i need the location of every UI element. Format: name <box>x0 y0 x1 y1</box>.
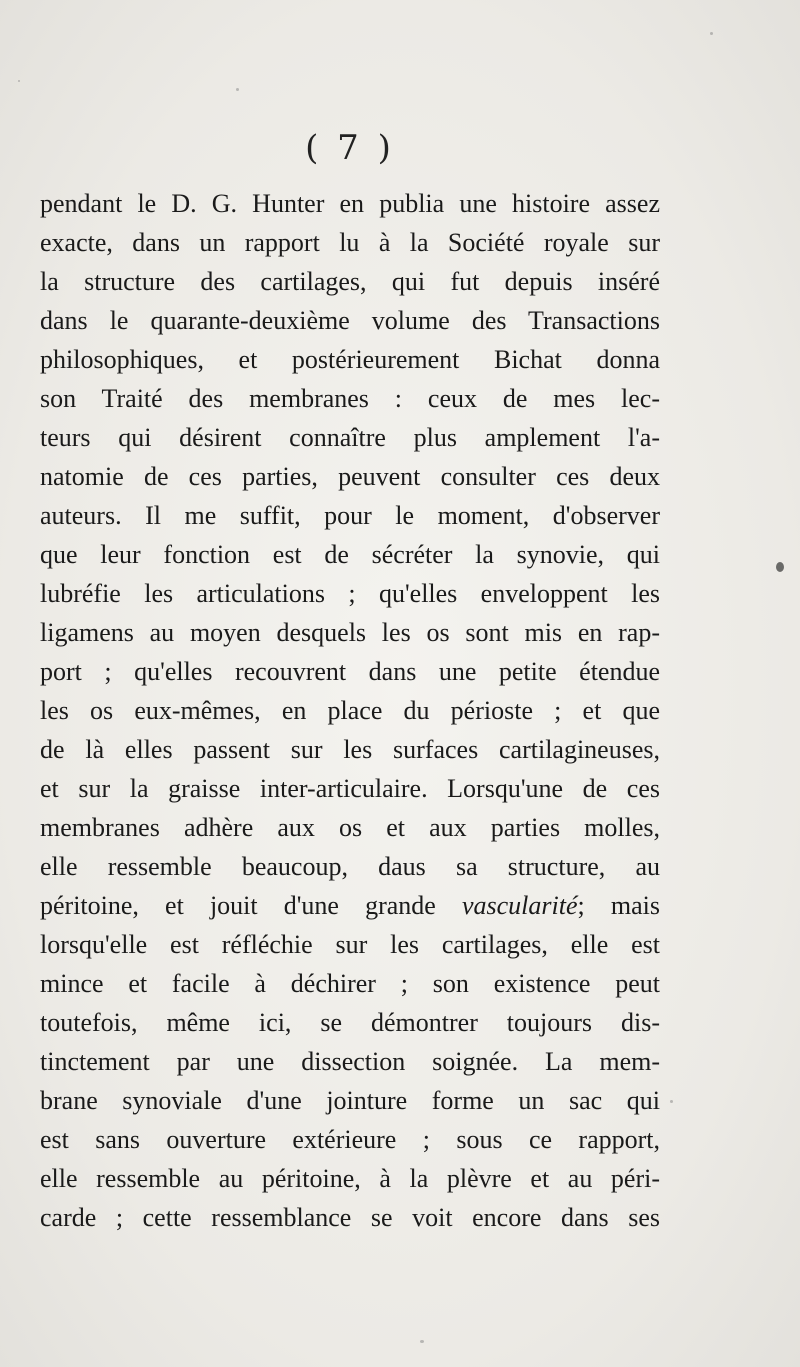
text-line: et sur la graisse inter-articulaire. Lorsqu'une de ces <box>40 774 660 803</box>
text-line: toutefois, même ici, se démontrer toujours dis- <box>40 1008 660 1037</box>
text-line: dans le quarante-deuxième volume des Transactions <box>40 306 660 335</box>
paper-speck <box>710 32 713 35</box>
paper-speck <box>18 80 20 82</box>
text-line <box>40 886 660 925</box>
paper-speck <box>776 562 784 572</box>
text-segment: ; mais <box>577 891 660 920</box>
text-line: lubréfie les articulations ; qu'elles enveloppent les <box>40 579 660 608</box>
text-line: lorsqu'elle est réfléchie sur les cartilages, elle est <box>40 930 660 959</box>
text-line: de là elles passent sur les surfaces cartilagineuses, <box>40 735 660 764</box>
text-line: elle ressemble au péritoine, à la plèvre et au péri- <box>40 1164 660 1193</box>
text-line: teurs qui désirent connaître plus amplement l'a- <box>40 423 660 452</box>
paper-speck <box>420 1340 424 1343</box>
text-line: mince et facile à déchirer ; son existence peut <box>40 969 660 998</box>
text-line: auteurs. Il me suffit, pour le moment, d'observer <box>40 501 660 530</box>
paper-speck <box>670 1100 673 1103</box>
text-segment: péritoine, et jouit d'une grande <box>40 891 462 920</box>
text-line: carde ; cette ressemblance se voit encore dans ses <box>40 1203 660 1232</box>
text-line: natomie de ces parties, peuvent consulter ces deux <box>40 462 660 491</box>
text-line: philosophiques, et postérieurement Bichat donna <box>40 345 660 374</box>
text-line: son Traité des membranes : ceux de mes lec- <box>40 384 660 413</box>
text-line: les os eux-mêmes, en place du périoste ; et que <box>40 696 660 725</box>
text-line: elle ressemble beaucoup, daus sa structure, au <box>40 852 660 881</box>
text-line: membranes adhère aux os et aux parties molles, <box>40 813 660 842</box>
page-number: ( 7 ) <box>305 128 395 168</box>
paper-speck <box>236 88 239 91</box>
text-line: brane synoviale d'une jointure forme un sac qui <box>40 1086 660 1115</box>
body-text <box>40 184 660 1237</box>
text-line: exacte, dans un rapport lu à la Société royale sur <box>40 228 660 257</box>
text-line: port ; qu'elles recouvrent dans une petite étendue <box>40 657 660 686</box>
italic-term: vascularité <box>461 891 578 920</box>
text-line: ligamens au moyen desquels les os sont mis en rap- <box>40 618 660 647</box>
text-line: tinctement par une dissection soignée. La mem- <box>40 1047 660 1076</box>
text-line: pendant le D. G. Hunter en publia une histoire assez <box>40 189 660 218</box>
text-line: que leur fonction est de sécréter la synovie, qui <box>40 540 660 569</box>
text-line: est sans ouverture extérieure ; sous ce rapport, <box>40 1125 660 1154</box>
text-line: la structure des cartilages, qui fut depuis inséré <box>40 267 660 296</box>
